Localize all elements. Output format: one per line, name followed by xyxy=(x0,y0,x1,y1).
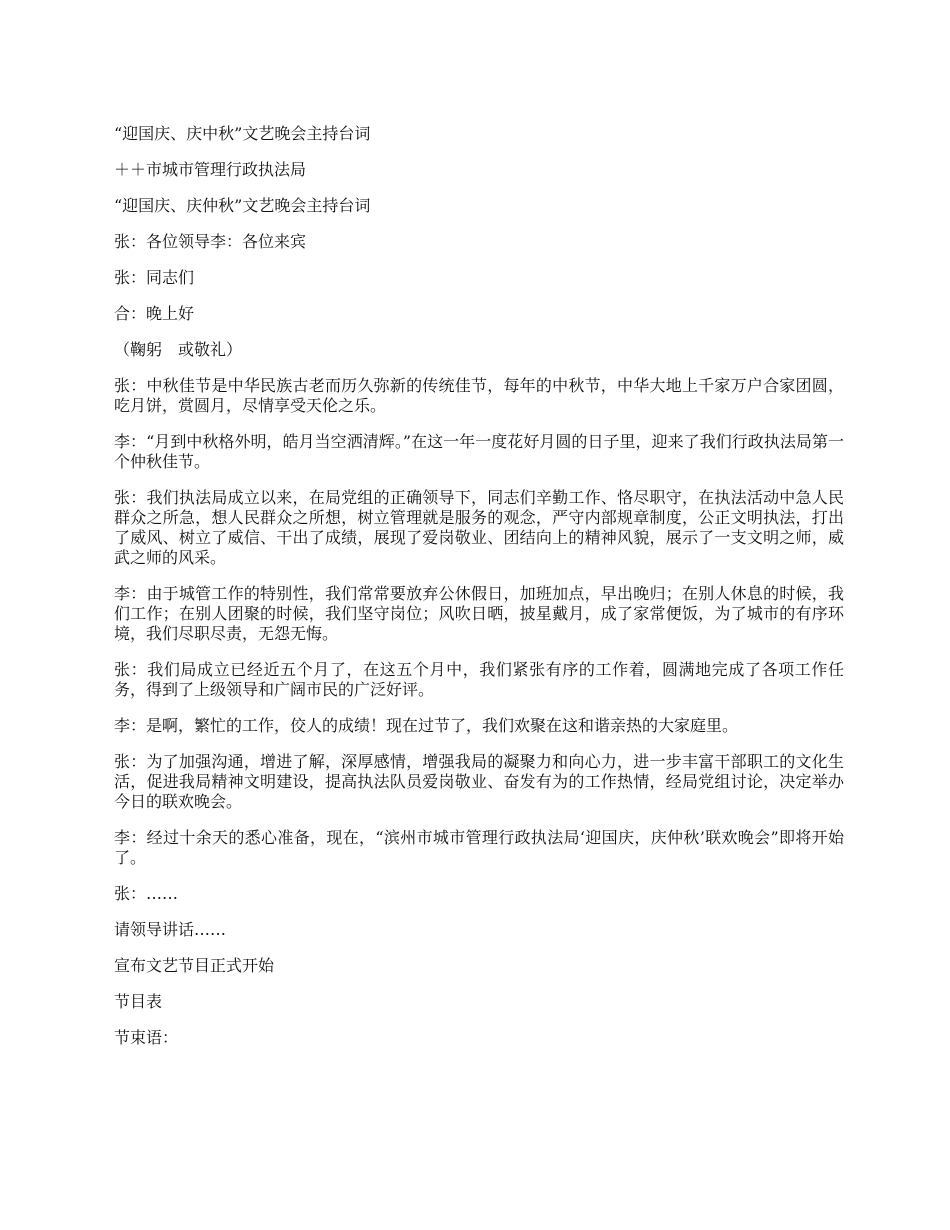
document-body xyxy=(114,124,844,1064)
dialogue-line: 张：为了加强沟通，增进了解，深厚感情，增强我局的凝聚力和向心力，进一步丰富干部职工的文化生活，促进我局精神文明建设，提高执法队员爱岗敬业、奋发有为的工作热情，经局党组讨论，决定举办今日的联欢晚会。 xyxy=(114,752,844,811)
dialogue-line: 张：我们局成立已经近五个月了，在这五个月中，我们紧张有序的工作着，圆满地完成了各项工作任务，得到了上级领导和广阔市民的广泛好评。 xyxy=(114,660,844,699)
dialogue-line: 李：由于城管工作的特别性，我们常常要放弃公休假日，加班加点，早出晚归；在别人休息的时候，我们工作；在别人团聚的时候，我们坚守岗位；风吹日晒，披星戴月，成了家常便饭，为了城市的有序环境，我们尽职尽责，无怨无悔。 xyxy=(114,584,844,643)
dialogue-line: 李：经过十余天的悉心准备，现在，“滨州市城市管理行政执法局‘迎国庆，庆仲秋’联欢晚会”即将开始了。 xyxy=(114,828,844,867)
program-note: 宣布文艺节目正式开始 xyxy=(114,956,275,975)
stage-direction: （鞠躬 或敬礼） xyxy=(114,340,243,359)
dialogue-line: 张：…… xyxy=(114,884,179,903)
program-note: 请领导讲话…… xyxy=(114,920,227,939)
closing-heading: 节束语： xyxy=(114,1028,179,1047)
dialogue-line: 李：是啊，繁忙的工作，佼人的成绩！现在过节了，我们欢聚在这和谐亲热的大家庭里。 xyxy=(114,716,739,735)
document-title: “迎国庆、庆中秋”文艺晚会主持台词 xyxy=(114,124,371,143)
organization-line: ＋＋市城市管理行政执法局 xyxy=(114,160,307,179)
dialogue-line: 合：晚上好 xyxy=(114,304,195,323)
dialogue-line: 张：同志们 xyxy=(114,268,195,287)
document-subtitle: “迎国庆、庆仲秋”文艺晚会主持台词 xyxy=(114,196,371,215)
dialogue-line: 张：中秋佳节是中华民族古老而历久弥新的传统佳节，每年的中秋节，中华大地上千家万户合家团圆，吃月饼，赏圆月，尽情享受天伦之乐。 xyxy=(114,376,844,415)
program-heading: 节目表 xyxy=(114,992,163,1011)
dialogue-line: 张：各位领导李：各位来宾 xyxy=(114,232,307,251)
dialogue-line: 张：我们执法局成立以来，在局党组的正确领导下，同志们辛勤工作、恪尽职守，在执法活动中急人民群众之所急，想人民群众之所想，树立管理就是服务的观念，严守内部规章制度，公正文明执法，打出了威风、树立了威信、干出了成绩，展现了爱岗敬业、团结向上的精神风貌，展示了一支文明之师，威武之师的风采。 xyxy=(114,488,844,567)
dialogue-line: 李：“月到中秋格外明，皓月当空洒清辉。”在这一年一度花好月圆的日子里，迎来了我们行政执法局第一个仲秋佳节。 xyxy=(114,432,844,471)
